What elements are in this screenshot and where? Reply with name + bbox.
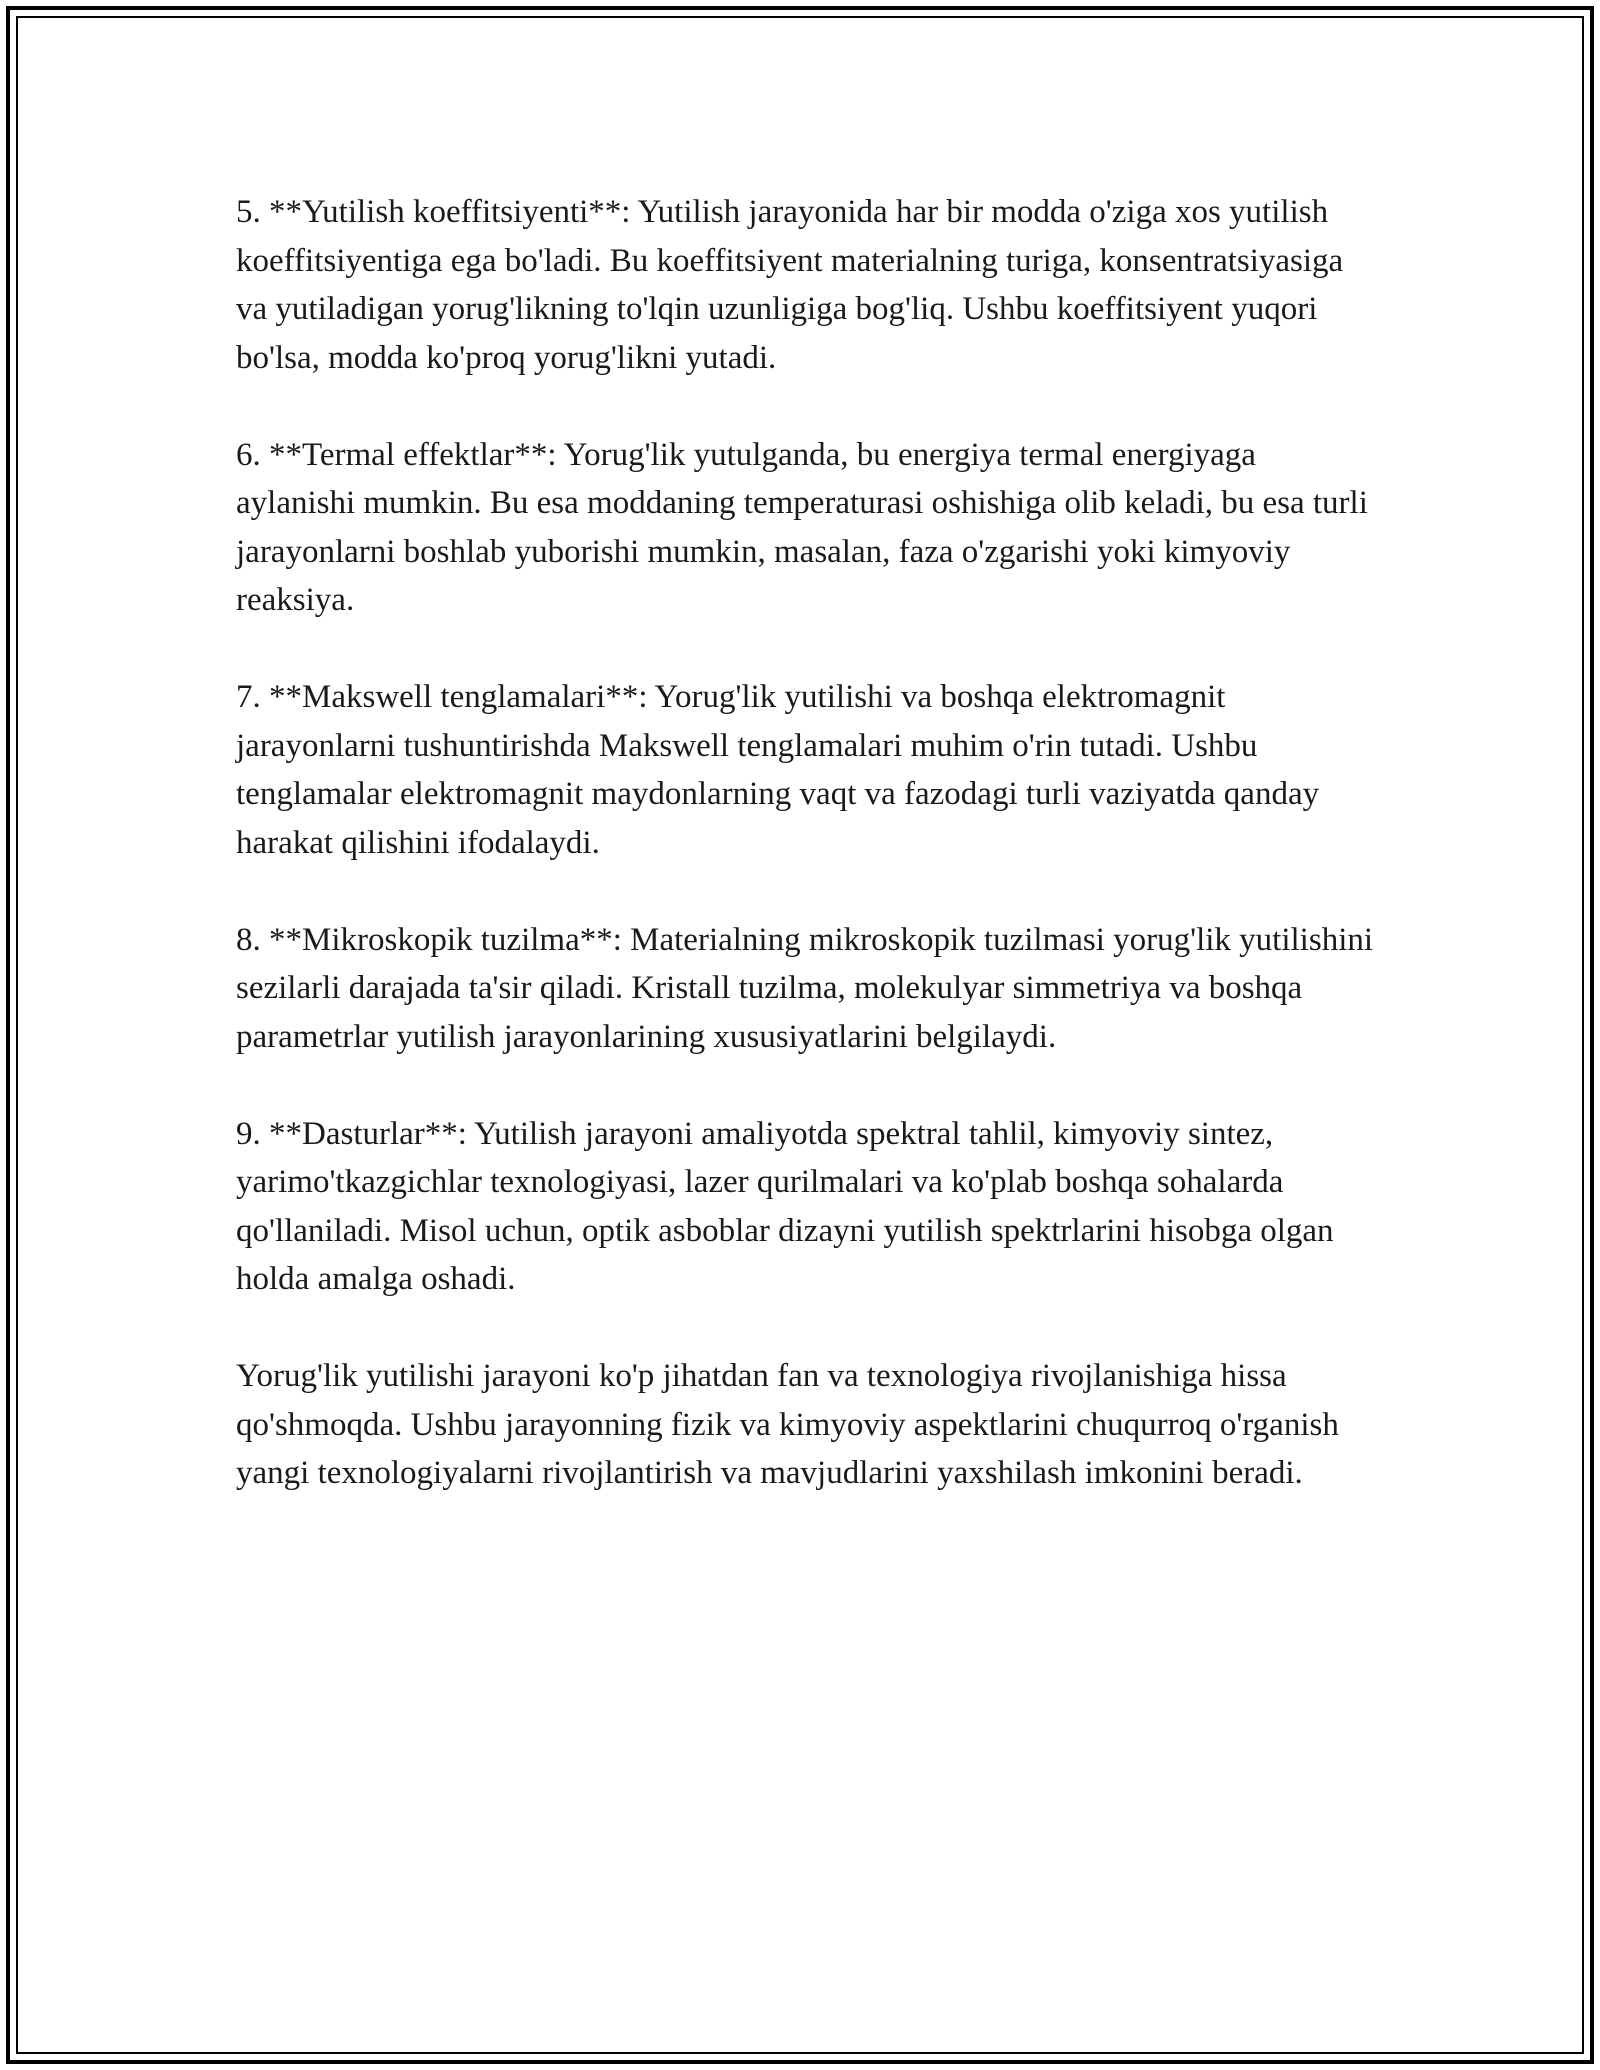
paragraph-termal-effektlar: 6. **Termal effektlar**: Yorug'lik yutulganda, bu energiya termal energiyaga aylanishi mumkin. Bu esa moddaning temperaturasi oshishiga olib keladi, bu esa turli jarayonlarni boshlab yuborishi mumkin, masalan, faza o'zgarishi yoki kimyoviy reaksiya. [236,436,1368,618]
paragraph-yutilish-koeffitsiyenti: 5. **Yutilish koeffitsiyenti**: Yutilish jarayonida har bir modda o'ziga xos yutilish koeffitsiyentiga ega bo'ladi. Bu koeffitsiyent materialning turiga, konsentratsiyasiga va yutiladigan yorug'likning to'lqin uzunligiga bog'liq. Ushbu koeffitsiyent yuqori bo'lsa, modda ko'proq yorug'likni yutadi. [236,194,1344,376]
paragraph-dasturlar: 9. **Dasturlar**: Yutilish jarayoni amaliyotda spektral tahlil, kimyoviy sintez, yarimo'tkazgichlar texnologiyasi, lazer qurilmalari va ko'plab boshqa sohalarda qo'llaniladi. Misol uchun, optik asboblar dizayni yutilish spektrlarini hisobga olgan holda amalga oshadi. [236,1115,1334,1297]
paragraph-makswell-tenglamalari: 7. **Makswell tenglamalari**: Yorug'lik yutilishi va boshqa elektromagnit jarayonlarni tushuntirishda Makswell tenglamalari muhim o'rin tutadi. Ushbu tenglamalar elektromagnit maydonlarning vaqt va fazodagi turli vaziyatda qanday harakat qilishini ifodalaydi. [236,679,1320,861]
document-body [236,188,1376,1498]
paragraph-conclusion: Yorug'lik yutilishi jarayoni ko'p jihatdan fan va texnologiya rivojlanishiga hissa qo'shmoqda. Ushbu jarayonning fizik va kimyoviy aspektlarini chuqurroq o'rganish yangi texnologiyalarni rivojlantirish va mavjudlarini yaxshilash imkonini beradi. [236,1358,1339,1491]
paragraph-mikroskopik-tuzilma: 8. **Mikroskopik tuzilma**: Materialning mikroskopik tuzilmasi yorug'lik yutilishini sezilarli darajada ta'sir qiladi. Kristall tuzilma, molekulyar simmetriya va boshqa parametrlar yutilish jarayonlarining xususiyatlarini belgilaydi. [236,921,1374,1055]
